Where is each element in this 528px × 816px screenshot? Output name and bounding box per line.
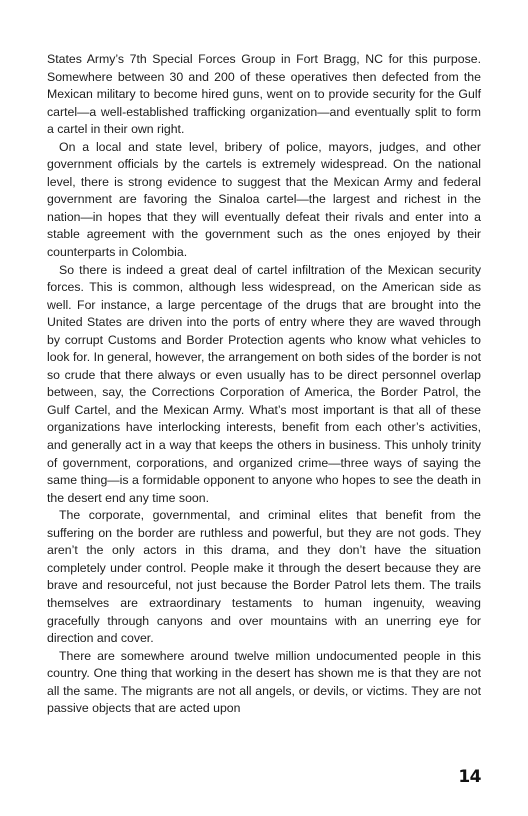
paragraph-3: So there is indeed a great deal of cartel infiltration of the Mexican security forces. This is common, although less widespread, on the American side as well. For instance, a large percentage of the drugs that are brought into the United States are driven into the ports of entry where they are waved through by corrupt Customs and Border Protection agents who know what vehicles to look for. In general, however, the arrangement on both sides of the border is not so crude that there always or even usually has to be direct personnel overlap between, say, the Corrections Corporation of America, the Border Patrol, the Gulf Cartel, and the Mexican Army. What’s most important is that all of these organizations have interlocking interests, benefit from each other’s activities, and generally act in a way that keeps the others in business. This unholy trinity of government, corporations, and organized crime—three ways of saying the same thing—is a formidable opponent to anyone who hopes to see the death in the desert end any time soon. [47, 262, 481, 505]
paragraph-1: States Army’s 7th Special Forces Group in Fort Bragg, NC for this purpose. Somewhere between 30 and 200 of these operatives then defected from the Mexican military to become hired guns, went on to provide security for the Gulf cartel—a well-established trafficking organization—and eventually split to form a cartel in their own right. [47, 52, 481, 137]
page-body [47, 51, 481, 718]
paragraph-4: The corporate, governmental, and criminal elites that benefit from the suffering on the border are ruthless and powerful, but they are not gods. They aren’t the only actors in this drama, and they don’t have the situation completely under control. People make it through the desert because they are brave and resourceful, not just because the Border Patrol lets them. The trails themselves are extraordinary testaments to human ingenuity, weaving gracefully through canyons and over mountains with an unerring eye for direction and cover. [47, 508, 481, 646]
paragraph-2: On a local and state level, bribery of police, mayors, judges, and other government officials by the cartels is extremely widespread. On the national level, there is strong evidence to suggest that the Mexican Army and federal government are favoring the Sinaloa cartel—the largest and richest in the nation—in hopes that they will eventually defeat their rivals and enter into a stable agreement with the government such as the ones enjoyed by their counterparts in Colombia. [47, 139, 481, 260]
paragraph-5: There are somewhere around twelve million undocumented people in this country. One thing that working in the desert has shown me is that they are not all the same. The migrants are not all angels, or devils, or victims. They are not passive objects that are acted upon [47, 648, 481, 716]
page-number: 14 [458, 767, 481, 787]
